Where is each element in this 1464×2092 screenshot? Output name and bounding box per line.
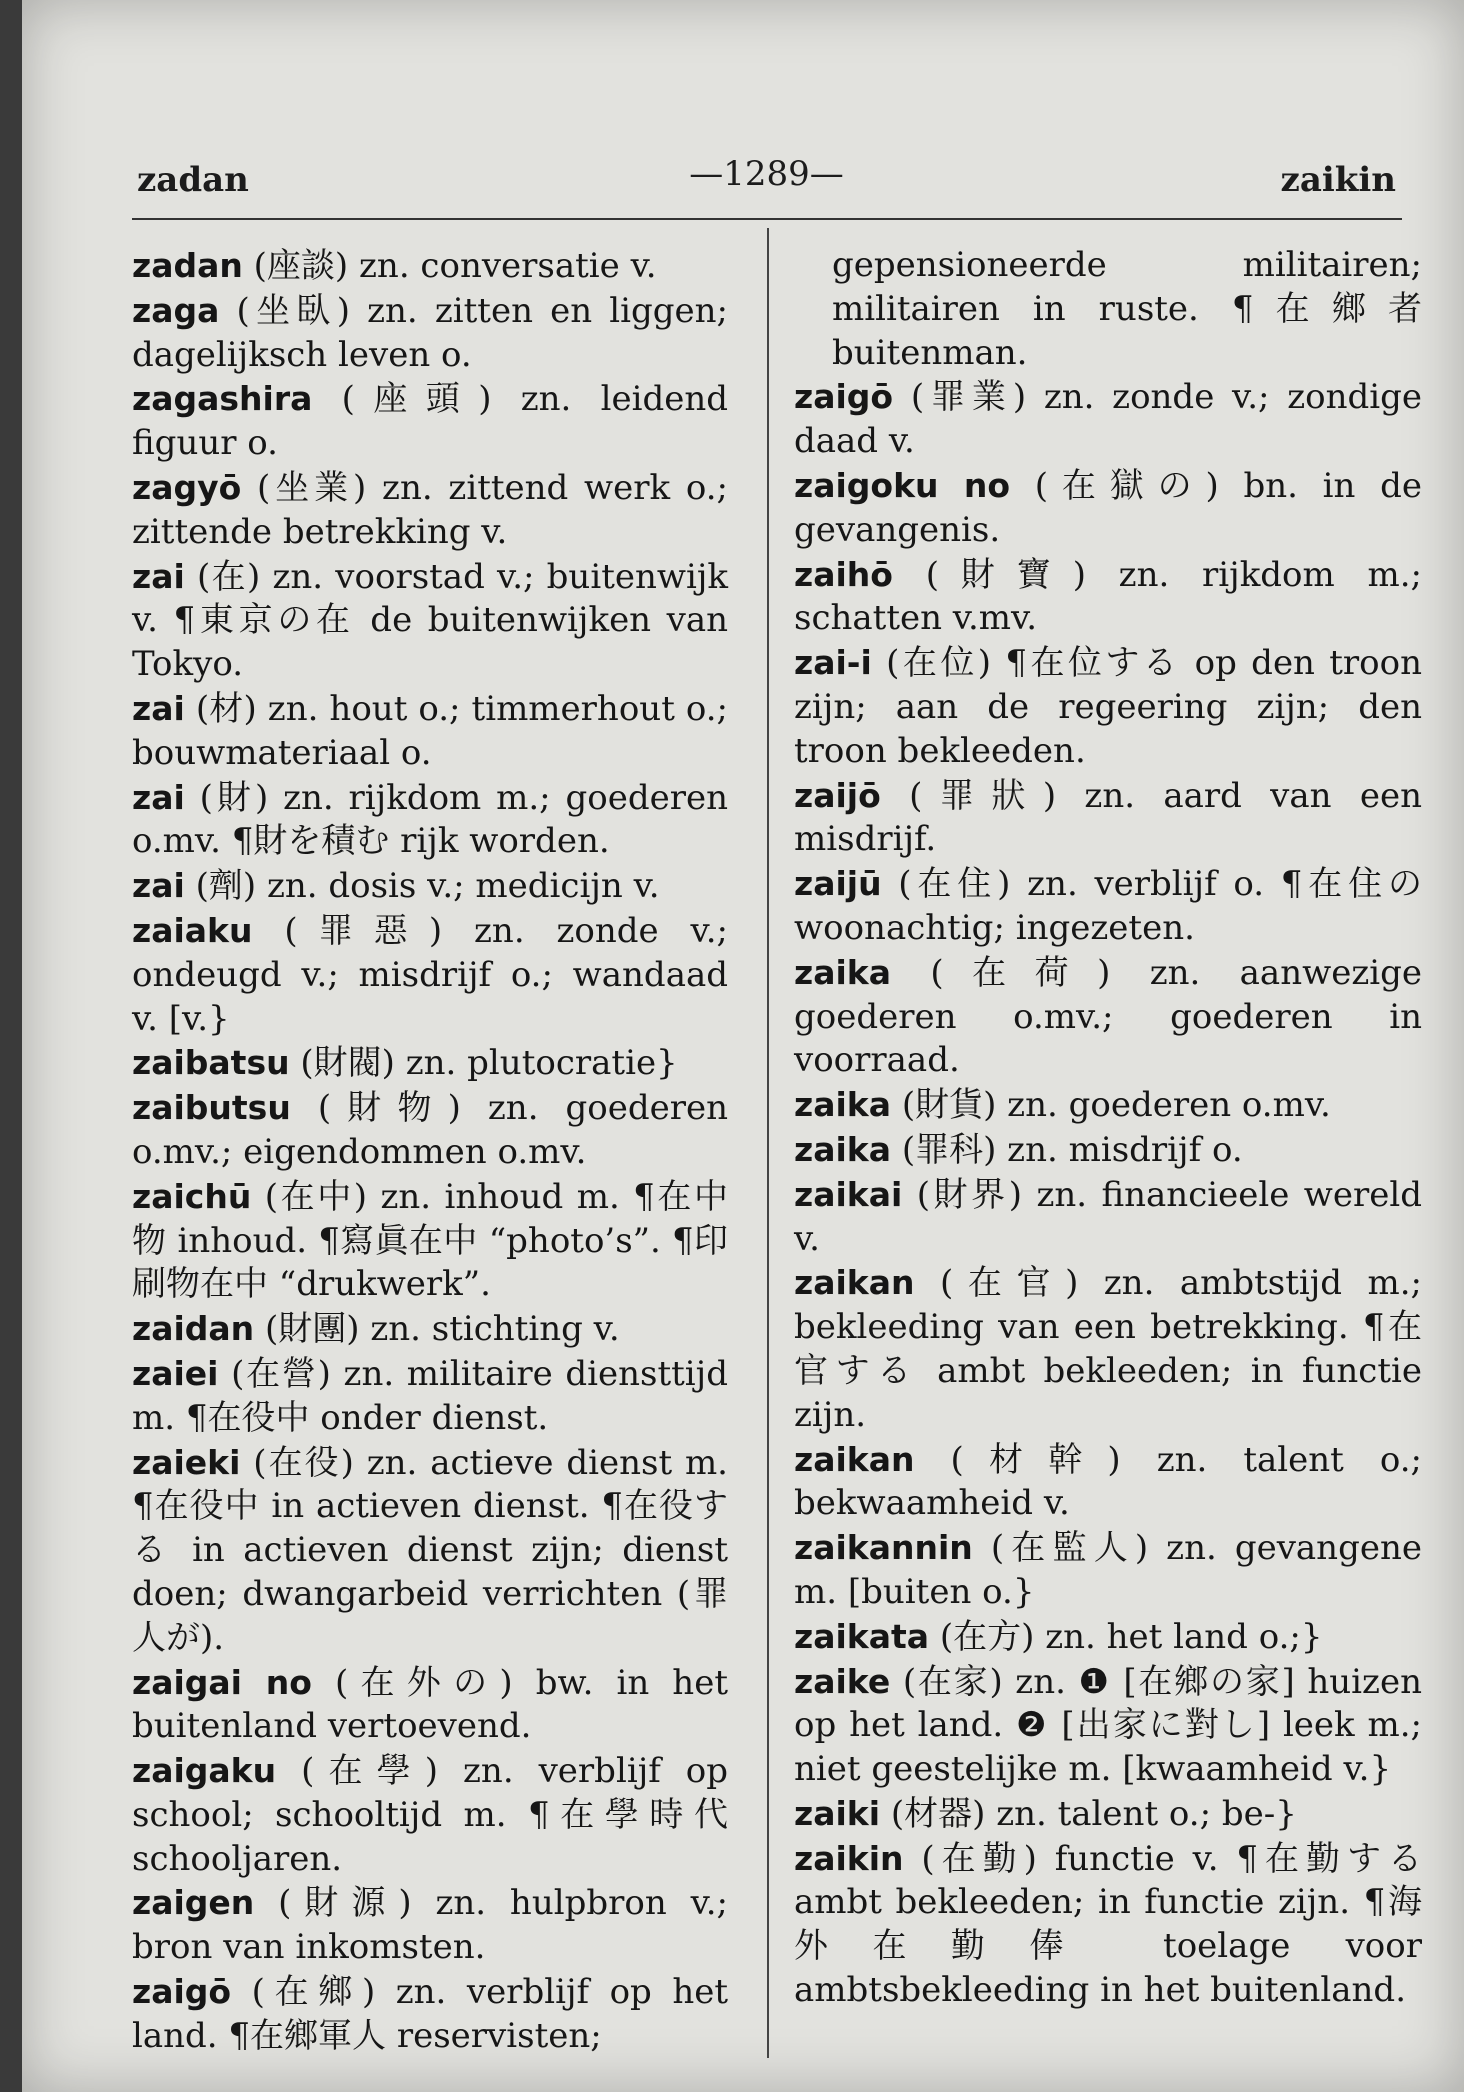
entry-definition: (財閥) zn. plutocratie} — [300, 1043, 678, 1084]
entry-definition: (在監人) zn. gevangene m. [buiten o.} — [794, 1528, 1422, 1612]
entry-definition: (在勤) functie v. ¶在勤する ambt bekleeden; in functie zijn. ¶海外在勤俸 toelage voor ambtsbekleeding in het buitenland. — [794, 1838, 1422, 2011]
dictionary-entry — [794, 1128, 1422, 1173]
entry-headword: zaika — [794, 1085, 892, 1125]
entry-headword: zaiki — [794, 1793, 881, 1833]
header-first-word: zadan — [137, 160, 249, 200]
page-number: —1289— — [689, 154, 844, 194]
entry-headword: zai — [132, 866, 185, 906]
entry-definition: (在役) zn. actieve dienst m. ¶在役中 in actieven dienst. ¶在役する in actieven dienst zijn; dienst doen; dwangarbeid verrichten (罪人が). — [132, 1442, 728, 1658]
entry-headword: zaibutsu — [132, 1088, 291, 1128]
dictionary-entry — [132, 1749, 728, 1881]
dictionary-entry — [132, 1970, 728, 2059]
dictionary-entry — [794, 375, 1422, 464]
dictionary-entry — [794, 1173, 1422, 1262]
entry-headword: zaiaku — [132, 910, 253, 950]
dictionary-entry — [794, 1526, 1422, 1615]
right-column — [794, 244, 1422, 2013]
entry-headword: zadan — [132, 246, 243, 285]
dictionary-entry — [132, 1661, 728, 1750]
entry-headword: zaigō — [794, 377, 894, 417]
entry-definition: (罪科) zn. misdrijf o. — [901, 1129, 1243, 1170]
entry-definition: (在) zn. voorstad v.; buitenwijk v. ¶東京の在 de buitenwijken van Tokyo. — [132, 556, 729, 685]
dictionary-entry — [794, 1615, 1422, 1660]
dictionary-entry — [132, 555, 728, 687]
entry-headword: zaika — [794, 1129, 892, 1169]
entry-headword: zaichū — [132, 1176, 252, 1216]
dictionary-entry — [132, 1881, 728, 1970]
entry-definition: (劑) zn. dosis v.; medicijn v. — [195, 866, 660, 907]
entry-headword: zaika — [794, 952, 892, 992]
dictionary-entry — [132, 1307, 728, 1352]
dictionary-entry — [132, 289, 728, 378]
entry-headword: zaijō — [794, 775, 881, 815]
entry-headword: zaidan — [132, 1309, 255, 1349]
entry-definition: (財貨) zn. goederen o.mv. — [901, 1085, 1331, 1126]
dictionary-entry — [132, 244, 728, 289]
entry-headword: zaga — [132, 290, 220, 330]
dictionary-entry — [132, 864, 728, 909]
entry-headword: zaike — [794, 1661, 891, 1701]
entry-definition: (罪業) zn. zonde v.; zondige daad v. — [794, 377, 1422, 462]
entry-definition: (座談) zn. conversatie v. — [253, 246, 657, 286]
entry-definition: (坐臥) zn. zitten en liggen; dagelijksch leven o. — [132, 290, 728, 375]
dictionary-entry — [794, 1837, 1422, 2013]
entry-definition: (座頭) zn. leidend figuur o. — [132, 379, 728, 464]
header-rule — [132, 218, 1402, 220]
entry-definition: (材幹) zn. talent o.; bekwaamheid v. — [794, 1439, 1422, 1524]
dictionary-entry — [132, 1041, 728, 1086]
entry-definition: (罪狀) zn. aard van een misdrijf. — [794, 775, 1423, 860]
entry-headword: zaijū — [794, 864, 882, 904]
dictionary-entry — [794, 1083, 1422, 1128]
page-header — [137, 150, 1396, 198]
entry-headword: zaigoku no — [794, 465, 1011, 505]
entry-headword: zai — [132, 688, 185, 728]
entry-headword: zaikata — [794, 1616, 930, 1656]
entry-headword: zai — [132, 777, 185, 817]
dictionary-entry — [794, 1261, 1422, 1437]
entry-definition: (財界) zn. financieele wereld v. — [794, 1174, 1422, 1259]
entry-definition: (在家) zn. ❶ [在鄉の家] huizen op het land. ❷ [出家に對し] leek m.; niet geestelijke m. [kwaamheid v.} — [794, 1661, 1422, 1790]
entry-definition: (在外の) bw. in het buitenland vertoevend. — [132, 1662, 728, 1747]
dictionary-entry — [132, 377, 728, 466]
column-divider — [767, 228, 769, 2058]
dictionary-entry — [794, 244, 1422, 375]
entry-headword: zai-i — [794, 643, 872, 683]
entry-definition: (在獄の) bn. in de gevangenis. — [794, 465, 1422, 550]
entry-headword: zaigen — [132, 1883, 255, 1923]
dictionary-entry — [794, 862, 1422, 951]
entry-headword: zaieki — [132, 1442, 241, 1482]
entry-definition: (在住) zn. verblijf o. ¶在住の woonachtig; ingezeten. — [794, 864, 1422, 948]
entry-definition: (罪惡) zn. zonde v.; ondeugd v.; misdrijf o.; wandaad v. [v.} — [132, 910, 728, 1039]
entry-headword: zaikan — [794, 1439, 915, 1479]
header-last-word: zaikin — [1280, 160, 1396, 200]
entry-definition: (在荷) zn. aanwezige goederen o.mv.; goederen in voorraad. — [794, 952, 1422, 1081]
entry-definition: (財寶) zn. rijkdom m.; schatten v.mv. — [794, 554, 1422, 639]
entry-definition: (在學) zn. verblijf op school; schooltijd m. ¶在學時代 schooljaren. — [132, 1751, 729, 1879]
dictionary-entry — [794, 553, 1422, 642]
entry-headword: zaigō — [132, 1972, 232, 2012]
entry-headword: zaikan — [794, 1263, 915, 1303]
entry-headword: zaikin — [794, 1838, 904, 1878]
dictionary-entry — [132, 1352, 728, 1441]
dictionary-entry — [132, 776, 728, 865]
entry-definition: (財團) zn. stichting v. — [264, 1309, 620, 1350]
dictionary-entry — [794, 774, 1422, 863]
dictionary-entry — [794, 464, 1422, 553]
dictionary-entry — [132, 466, 728, 555]
entry-definition: gepensioneerde militairen; militairen in ruste. ¶在鄉者 buitenman. — [832, 245, 1422, 373]
entry-definition: (在官) zn. ambtstijd m.; bekleeding van een betrekking. ¶在官する ambt bekleeden; in functie zijn. — [794, 1263, 1422, 1435]
entry-headword: zaiei — [132, 1353, 219, 1393]
entry-definition: (在營) zn. militaire diensttijd m. ¶在役中 onder dienst. — [132, 1353, 728, 1438]
entry-headword: zagashira — [132, 379, 313, 419]
dictionary-entry — [794, 1438, 1422, 1527]
entry-definition: (財) zn. rijkdom m.; goederen o.mv. ¶財を積む rijk worden. — [132, 777, 728, 862]
entry-definition: (在位) ¶在位する op den troon zijn; aan de regeering zijn; den troon bekleeden. — [794, 643, 1422, 771]
dictionary-entry — [132, 1086, 728, 1175]
entry-definition: (在方) zn. het land o.;} — [939, 1616, 1323, 1657]
entry-headword: zagyō — [132, 467, 242, 507]
entry-headword: zai — [132, 556, 185, 596]
entry-definition: (坐業) zn. zittend werk o.; zittende betrekking v. — [132, 467, 728, 552]
entry-definition: (財物) zn. goederen o.mv.; eigendommen o.mv. — [132, 1088, 728, 1172]
entry-headword: zaigaku — [132, 1751, 277, 1791]
entry-headword: zaikannin — [794, 1528, 973, 1568]
entry-definition: (材) zn. hout o.; timmerhout o.; bouwmateriaal o. — [132, 688, 729, 773]
dictionary-page — [22, 0, 1464, 2092]
entry-definition: (材器) zn. talent o.; be-} — [890, 1793, 1297, 1834]
dictionary-entry — [132, 1175, 728, 1307]
entry-definition: (在中) zn. inhoud m. ¶在中物 inhoud. ¶寫眞在中 “photo’s”. ¶印刷物在中 “drukwerk”. — [132, 1176, 728, 1305]
dictionary-entry — [794, 641, 1422, 773]
entry-headword: zaihō — [794, 554, 893, 594]
dictionary-entry — [132, 1441, 728, 1661]
dictionary-entry — [794, 951, 1422, 1083]
entry-headword: zaibatsu — [132, 1043, 290, 1083]
dictionary-entry — [132, 687, 728, 776]
left-column — [132, 244, 728, 2059]
dictionary-entry — [794, 1792, 1422, 1837]
dictionary-entry — [132, 909, 728, 1041]
entry-definition: (在鄉) zn. verblijf op het land. ¶在鄉軍人 reservisten; — [132, 1972, 729, 2056]
entry-headword: zaigai no — [132, 1662, 312, 1702]
entry-headword: zaikai — [794, 1174, 903, 1214]
dictionary-entry — [794, 1660, 1422, 1792]
entry-definition: (財源) zn. hulpbron v.; bron van inkomsten. — [132, 1883, 729, 1968]
